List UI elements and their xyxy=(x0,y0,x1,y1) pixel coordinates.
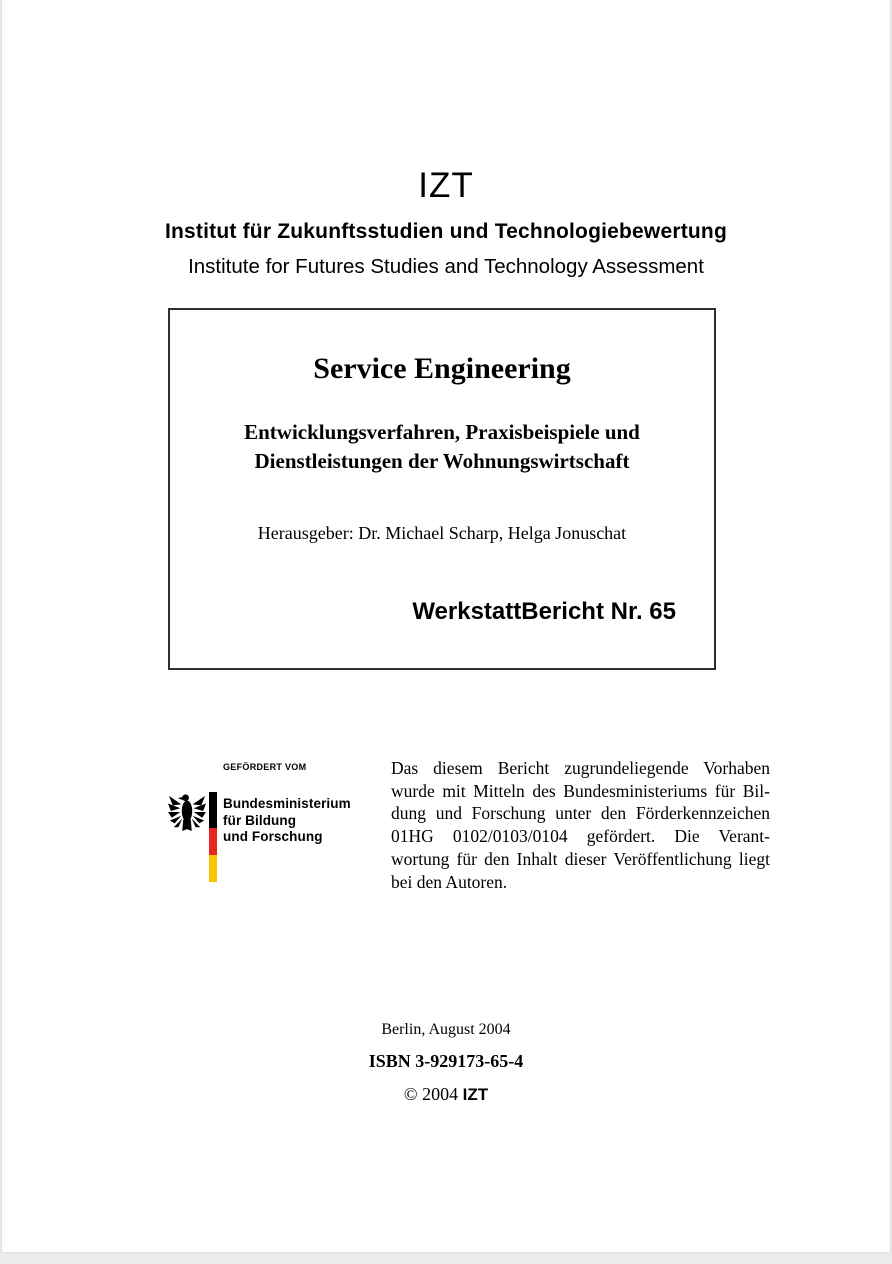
report-title: Service Engineering xyxy=(313,352,571,385)
copyright-line xyxy=(2,1084,890,1105)
ministry-name xyxy=(223,796,351,846)
disclaimer-line: wurde mit Mitteln des Bundesministeriums für Bil- xyxy=(391,780,770,801)
disclaimer-line: Das diesem Bericht zugrundeliegende Vorhaben xyxy=(391,758,770,778)
place-date: Berlin, August 2004 xyxy=(381,1021,511,1038)
disclaimer-line: wortung für den Inhalt dieser Veröffentlichung liegt xyxy=(391,848,770,869)
funded-by-label: GEFÖRDERT VOM xyxy=(223,762,307,772)
disclaimer-line: dung und Forschung unter den Förderkennzeichen xyxy=(391,803,770,824)
report-subtitle-line2: Dienstleistungen der Wohnungswirtschaft xyxy=(254,449,630,473)
copyright-org: IZT xyxy=(462,1085,489,1104)
report-subtitle-line1: Entwicklungsverfahren, Praxisbeispiele und xyxy=(244,420,640,444)
document-page xyxy=(1,0,891,1253)
funding-disclaimer xyxy=(391,757,770,893)
institute-name-german: Institut für Zukunftsstudien und Technologiebewertung xyxy=(164,220,727,243)
report-number: WerkstattBericht Nr. 65 xyxy=(412,598,676,625)
report-subtitle xyxy=(170,418,714,476)
ministry-line1: Bundesministerium xyxy=(223,796,351,811)
flag-stripe-black xyxy=(209,792,217,828)
ministry-line3: und Forschung xyxy=(223,829,323,844)
flag-stripe-red xyxy=(209,828,217,855)
izt-logo-text: IZT xyxy=(418,166,474,205)
copyright-prefix: © 2004 xyxy=(403,1084,463,1104)
title-box xyxy=(168,308,716,670)
ministry-line2: für Bildung xyxy=(223,812,297,828)
isbn: ISBN 3-929173-65-4 xyxy=(368,1051,524,1071)
federal-eagle-icon xyxy=(168,791,206,833)
institute-name-english: Institute for Futures Studies and Technology Assessment xyxy=(188,255,704,278)
flag-stripe-gold xyxy=(209,855,217,882)
editors-line: Herausgeber: Dr. Michael Scharp, Helga Jonuschat xyxy=(257,523,627,543)
disclaimer-line: 01HG 0102/0103/0104 gefördert. Die Verant- xyxy=(391,826,770,847)
flag-stripe xyxy=(209,792,217,882)
disclaimer-line: bei den Autoren. xyxy=(391,871,508,892)
